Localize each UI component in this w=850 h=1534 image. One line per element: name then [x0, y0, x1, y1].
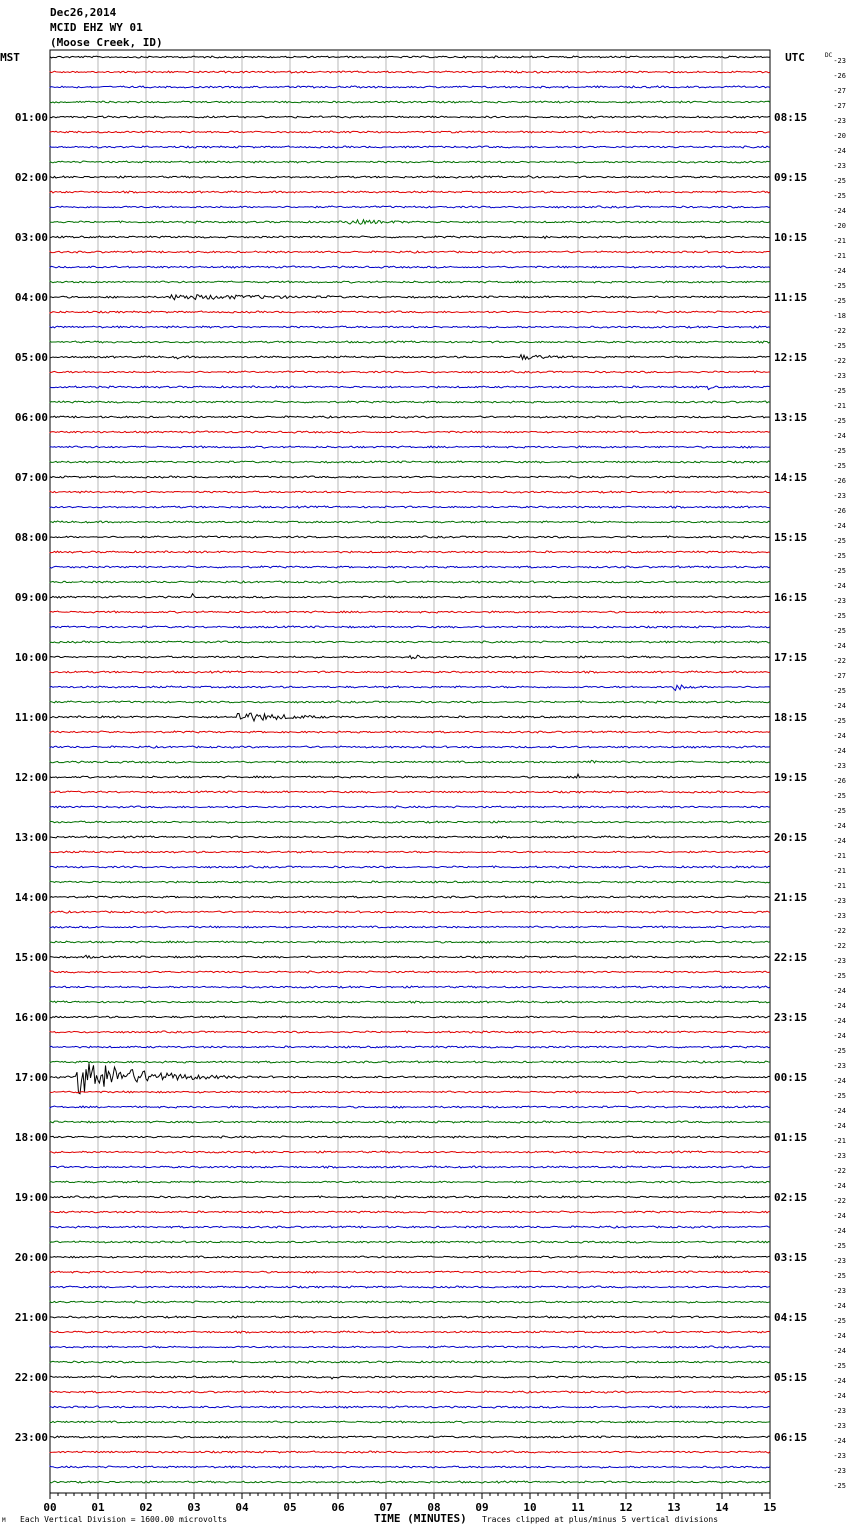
dc-offset-label: -25: [833, 342, 846, 350]
dc-offset-label: -22: [833, 1167, 846, 1175]
seismic-trace: [50, 1466, 770, 1468]
seismic-trace: [50, 416, 770, 418]
dc-offset-label: -24: [833, 147, 846, 155]
seismic-trace: [50, 326, 770, 328]
corner-mark: M: [2, 1517, 6, 1524]
dc-offset-label: -22: [833, 942, 846, 950]
mst-hour-label: 02:00: [14, 171, 48, 184]
dc-offset-label: -24: [833, 1077, 846, 1085]
mst-hour-label: 15:00: [14, 951, 48, 964]
utc-hour-label: 10:15: [774, 231, 808, 244]
dc-offset-label: -24: [833, 1227, 846, 1235]
seismic-trace: [50, 311, 770, 313]
x-tick-label: 15: [763, 1501, 777, 1514]
dc-offset-label: -25: [833, 537, 846, 545]
seismic-trace: [50, 911, 770, 913]
dc-offset-label: -24: [833, 1332, 846, 1340]
seismic-trace: [50, 1346, 770, 1348]
seismic-trace: [50, 626, 770, 628]
seismic-trace: [50, 1241, 770, 1243]
mst-hour-label: 23:00: [14, 1431, 48, 1444]
dc-offset-label: -25: [833, 177, 846, 185]
utc-hour-label: 06:15: [774, 1431, 808, 1444]
x-tick-label: 12: [619, 1501, 633, 1514]
seismic-trace: [50, 926, 770, 928]
utc-hour-label: 11:15: [774, 291, 808, 304]
dc-offset-label: -25: [833, 612, 846, 620]
seismic-trace: [50, 1061, 770, 1063]
dc-offset-label: -25: [833, 1482, 846, 1490]
mst-hour-label: 18:00: [14, 1131, 48, 1144]
dc-offset-label: -20: [833, 132, 846, 140]
dc-offset-label: -21: [833, 252, 846, 260]
mst-hour-label: 14:00: [14, 891, 48, 904]
dc-offset-label: -25: [833, 192, 846, 200]
seismic-trace: [50, 71, 770, 73]
seismic-trace: [50, 1271, 770, 1273]
seismic-trace: [50, 746, 770, 748]
utc-hour-label: 14:15: [774, 471, 808, 484]
dc-offset-label: -23: [833, 372, 846, 380]
dc-offset-label: -24: [833, 642, 846, 650]
utc-hour-label: 12:15: [774, 351, 808, 364]
seismic-trace: [50, 266, 770, 268]
seismic-trace: [50, 685, 770, 690]
mst-hour-label: 08:00: [14, 531, 48, 544]
mst-hour-label: 10:00: [14, 651, 48, 664]
seismic-trace: [50, 146, 770, 148]
dc-offset-label: -23: [833, 912, 846, 920]
mst-hour-label: 01:00: [14, 111, 48, 124]
dc-offset-label: -26: [833, 477, 846, 485]
seismic-trace: [50, 594, 770, 598]
dc-offset-label: -25: [833, 792, 846, 800]
seismic-trace: [50, 1046, 770, 1048]
x-tick-label: 01: [91, 1501, 105, 1514]
header-channel: MCID EHZ WY 01: [50, 21, 143, 34]
x-tick-label: 08: [427, 1501, 441, 1514]
mst-hour-label: 22:00: [14, 1371, 48, 1384]
dc-offset-label: -24: [833, 747, 846, 755]
utc-hour-label: 03:15: [774, 1251, 808, 1264]
seismic-trace: [50, 731, 770, 733]
seismic-trace: [50, 1181, 770, 1183]
seismic-trace: [50, 536, 770, 538]
seismic-trace: [50, 866, 770, 868]
mst-hour-label: 21:00: [14, 1311, 48, 1324]
dc-offset-label: -24: [833, 1392, 846, 1400]
dc-offset-label: -26: [833, 507, 846, 515]
dc-offset-label: -23: [833, 1407, 846, 1415]
seismic-trace: [50, 281, 770, 283]
utc-hour-label: 21:15: [774, 891, 808, 904]
dc-offset-label: -24: [833, 1212, 846, 1220]
seismic-trace: [50, 791, 770, 793]
mst-hour-label: 07:00: [14, 471, 48, 484]
utc-hour-label: 00:15: [774, 1071, 808, 1084]
seismic-trace: [50, 1331, 770, 1333]
seismic-trace: [50, 806, 770, 808]
seismic-trace: [50, 1301, 770, 1303]
seismic-trace: [50, 701, 770, 703]
x-tick-label: 11: [571, 1501, 585, 1514]
seismic-trace: [50, 1136, 770, 1138]
mst-hour-label: 06:00: [14, 411, 48, 424]
mst-hour-label: 20:00: [14, 1251, 48, 1264]
dc-offset-label: -21: [833, 867, 846, 875]
dc-offset-label: -24: [833, 1437, 846, 1445]
mst-hour-label: 04:00: [14, 291, 48, 304]
utc-hour-label: 19:15: [774, 771, 808, 784]
x-tick-label: 03: [187, 1501, 201, 1514]
dc-offset-label: -25: [833, 1272, 846, 1280]
dc-offset-label: -24: [833, 837, 846, 845]
utc-axis-label: UTC: [785, 51, 805, 64]
dc-offset-label: -25: [833, 1242, 846, 1250]
utc-hour-label: 17:15: [774, 651, 808, 664]
seismic-trace: [50, 295, 770, 300]
seismic-trace: [50, 1286, 770, 1288]
dc-offset-label: -24: [833, 732, 846, 740]
mst-hour-label: 12:00: [14, 771, 48, 784]
dc-offset-label: -22: [833, 327, 846, 335]
dc-offset-label: -21: [833, 852, 846, 860]
seismic-trace: [50, 851, 770, 853]
dc-offset-label: -26: [833, 72, 846, 80]
dc-offset-label: -25: [833, 717, 846, 725]
utc-hour-label: 16:15: [774, 591, 808, 604]
seismic-trace: [50, 1436, 770, 1438]
seismic-trace: [50, 1391, 770, 1393]
dc-offset-label: -22: [833, 1197, 846, 1205]
seismic-trace: [50, 1196, 770, 1198]
dc-offset-label: -25: [833, 687, 846, 695]
seismic-trace: [50, 1091, 770, 1093]
utc-hour-label: 20:15: [774, 831, 808, 844]
seismic-trace: [50, 371, 770, 373]
scale-note: Each Vertical Division = 1600.00 microvolts: [20, 1515, 228, 1524]
x-tick-label: 10: [523, 1501, 537, 1514]
x-axis-title: TIME (MINUTES): [374, 1512, 467, 1525]
seismic-trace: [50, 1151, 770, 1153]
dc-offset-label: -25: [833, 627, 846, 635]
dc-offset-label: -25: [833, 567, 846, 575]
seismic-trace: [50, 1001, 770, 1003]
seismic-trace: [50, 220, 770, 224]
dc-offset-label: -23: [833, 762, 846, 770]
utc-hour-label: 04:15: [774, 1311, 808, 1324]
seismic-trace: [50, 206, 770, 208]
dc-offset-label: -25: [833, 282, 846, 290]
seismic-trace: [50, 521, 770, 523]
dc-offset-label: -23: [833, 117, 846, 125]
dc-offset-label: -24: [833, 1377, 846, 1385]
x-tick-label: 04: [235, 1501, 249, 1514]
dc-offset-label: -27: [833, 672, 846, 680]
dc-offset-label: -27: [833, 102, 846, 110]
seismic-trace: [50, 1421, 770, 1423]
seismic-trace: [50, 56, 770, 58]
seismic-trace: [50, 986, 770, 988]
seismic-trace: [50, 161, 770, 163]
header-date: Dec26,2014: [50, 6, 117, 19]
seismic-trace: [50, 461, 770, 463]
dc-offset-label: -25: [833, 972, 846, 980]
dc-offset-label: -23: [833, 492, 846, 500]
dc-offset-label: -23: [833, 162, 846, 170]
seismic-trace: [50, 131, 770, 133]
utc-hour-label: 22:15: [774, 951, 808, 964]
dc-offset-label: -24: [833, 1032, 846, 1040]
seismic-trace: [50, 251, 770, 253]
seismic-trace: [50, 713, 770, 721]
dc-offset-label: -25: [833, 807, 846, 815]
mst-hour-label: 03:00: [14, 231, 48, 244]
seismic-trace: [50, 1031, 770, 1033]
mst-hour-label: 16:00: [14, 1011, 48, 1024]
utc-hour-label: 15:15: [774, 531, 808, 544]
seismic-trace: [50, 506, 770, 508]
dc-offset-label: -22: [833, 927, 846, 935]
seismic-trace: [50, 1406, 770, 1408]
seismic-trace: [50, 1361, 770, 1363]
seismic-trace: [50, 611, 770, 613]
seismic-trace: [50, 1063, 770, 1093]
dc-offset-label: -24: [833, 1302, 846, 1310]
dc-offset-label: -25: [833, 417, 846, 425]
seismic-trace: [50, 641, 770, 643]
utc-hour-label: 01:15: [774, 1131, 808, 1144]
dc-offset-label: -21: [833, 882, 846, 890]
dc-offset-label: -24: [833, 1107, 846, 1115]
seismic-trace: [50, 1481, 770, 1483]
mst-hour-label: 19:00: [14, 1191, 48, 1204]
dc-offset-label: -23: [833, 57, 846, 65]
dc-offset-label: -24: [833, 582, 846, 590]
seismic-trace: [50, 955, 770, 958]
dc-offset-label: -23: [833, 597, 846, 605]
seismic-trace: [50, 971, 770, 973]
dc-offset-label: -25: [833, 1092, 846, 1100]
seismic-trace: [50, 1256, 770, 1258]
seismic-trace: [50, 655, 770, 658]
x-tick-label: 09: [475, 1501, 489, 1514]
dc-offset-label: -23: [833, 1422, 846, 1430]
dc-offset-label: -25: [833, 297, 846, 305]
utc-hour-label: 05:15: [774, 1371, 808, 1384]
dc-offset-label: -25: [833, 1047, 846, 1055]
dc-offset-label: -27: [833, 87, 846, 95]
mst-hour-label: 11:00: [14, 711, 48, 724]
seismic-trace: [50, 1226, 770, 1228]
x-tick-label: 14: [715, 1501, 729, 1514]
seismic-trace: [50, 1316, 770, 1318]
seismic-trace: [50, 176, 770, 178]
dc-offset-label: -24: [833, 432, 846, 440]
dc-offset-label: -23: [833, 1257, 846, 1265]
mst-hour-label: 17:00: [14, 1071, 48, 1084]
seismic-trace: [50, 821, 770, 823]
dc-offset-label: -25: [833, 447, 846, 455]
seismic-trace: [50, 1121, 770, 1123]
seismic-trace: [50, 386, 770, 390]
dc-offset-label: -25: [833, 1362, 846, 1370]
clip-note: Traces clipped at plus/minus 5 vertical divisions: [482, 1515, 719, 1524]
dc-offset-label: -21: [833, 1137, 846, 1145]
dc-offset-label: -23: [833, 1287, 846, 1295]
dc-offset-label: -24: [833, 822, 846, 830]
header-location: (Moose Creek, ID): [50, 36, 163, 49]
dc-offset-label: -24: [833, 1122, 846, 1130]
seismic-trace: [50, 1016, 770, 1018]
dc-offset-label: -23: [833, 1452, 846, 1460]
seismic-trace: [50, 236, 770, 239]
x-tick-label: 00: [43, 1501, 57, 1514]
utc-hour-label: 23:15: [774, 1011, 808, 1024]
utc-hour-label: 02:15: [774, 1191, 808, 1204]
seismic-trace: [50, 431, 770, 433]
dc-offset-label: -22: [833, 657, 846, 665]
dc-offset-label: -25: [833, 1317, 846, 1325]
mst-hour-label: 09:00: [14, 591, 48, 604]
seismic-trace: [50, 1166, 770, 1168]
seismic-trace: [50, 836, 770, 838]
dc-offset-label: -24: [833, 207, 846, 215]
dc-offset-label: -24: [833, 1182, 846, 1190]
seismic-trace: [50, 116, 770, 118]
seismic-trace: [50, 341, 770, 343]
dc-offset-label: -21: [833, 402, 846, 410]
dc-offset-label: -24: [833, 522, 846, 530]
seismic-trace: [50, 671, 770, 673]
seismic-trace: [50, 1211, 770, 1213]
seismic-trace: [50, 355, 770, 360]
x-tick-label: 13: [667, 1501, 681, 1514]
x-tick-label: 02: [139, 1501, 153, 1514]
dc-offset-label: -24: [833, 702, 846, 710]
utc-hour-label: 08:15: [774, 111, 808, 124]
seismic-trace: [50, 86, 770, 88]
dc-offset-label: -20: [833, 222, 846, 230]
utc-hour-label: 09:15: [774, 171, 808, 184]
seismic-trace: [50, 446, 770, 448]
mst-hour-label: 05:00: [14, 351, 48, 364]
utc-hour-label: 18:15: [774, 711, 808, 724]
seismic-trace: [50, 760, 770, 763]
seismic-trace: [50, 476, 770, 478]
dc-offset-label: -23: [833, 1062, 846, 1070]
seismic-trace: [50, 491, 770, 493]
seismic-trace: [50, 1376, 770, 1379]
utc-hour-label: 13:15: [774, 411, 808, 424]
dc-offset-label: -24: [833, 987, 846, 995]
seismic-trace: [50, 1451, 770, 1453]
dc-offset-label: -24: [833, 1017, 846, 1025]
x-tick-label: 07: [379, 1501, 393, 1514]
dc-offset-label: -26: [833, 777, 846, 785]
x-tick-label: 05: [283, 1501, 297, 1514]
dc-label: DC: [825, 52, 833, 59]
seismic-trace: [50, 881, 770, 883]
dc-offset-label: -23: [833, 957, 846, 965]
seismic-trace: [50, 1106, 770, 1108]
seismic-trace: [50, 191, 770, 193]
dc-offset-label: -25: [833, 462, 846, 470]
dc-offset-label: -24: [833, 1347, 846, 1355]
mst-axis-label: MST: [0, 51, 20, 64]
dc-offset-label: -18: [833, 312, 846, 320]
dc-offset-label: -23: [833, 897, 846, 905]
dc-offset-label: -21: [833, 237, 846, 245]
x-tick-label: 06: [331, 1501, 345, 1514]
dc-offset-label: -25: [833, 552, 846, 560]
dc-offset-label: -25: [833, 387, 846, 395]
dc-offset-label: -24: [833, 1002, 846, 1010]
seismic-trace: [50, 941, 770, 943]
seismic-trace: [50, 101, 770, 103]
dc-offset-label: -22: [833, 357, 846, 365]
dc-offset-label: -23: [833, 1152, 846, 1160]
dc-offset-label: -23: [833, 1467, 846, 1475]
seismic-trace: [50, 551, 770, 553]
dc-offset-label: -24: [833, 267, 846, 275]
seismic-trace: [50, 566, 770, 568]
seismic-trace: [50, 581, 770, 583]
seismic-trace: [50, 401, 770, 403]
seismic-trace: [50, 896, 770, 898]
seismic-trace: [50, 774, 770, 778]
mst-hour-label: 13:00: [14, 831, 48, 844]
